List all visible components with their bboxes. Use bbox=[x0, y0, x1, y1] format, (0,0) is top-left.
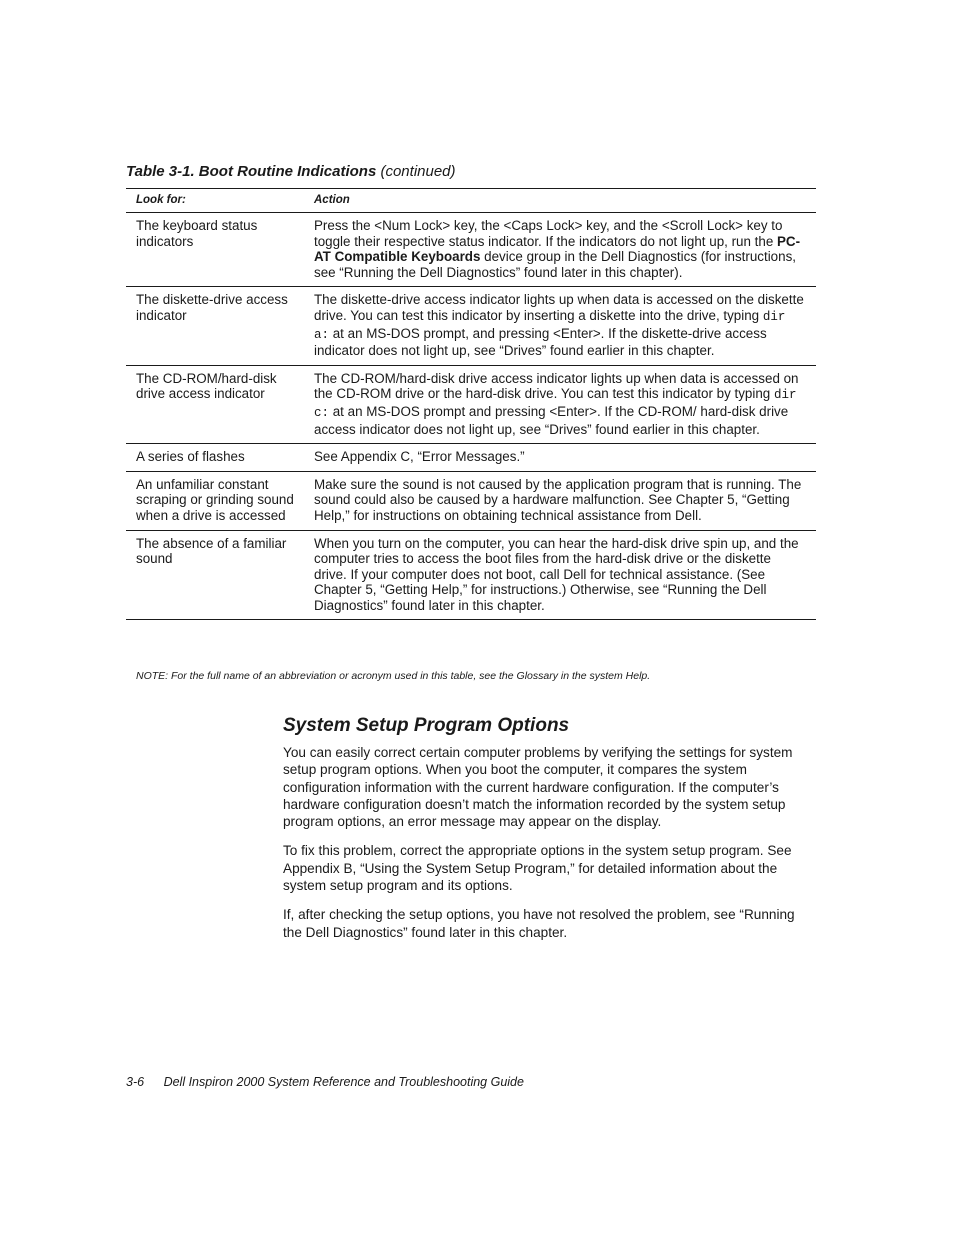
emphasis-text: PC-AT Compatible Keyboards bbox=[314, 233, 801, 265]
action-text: The diskette-drive access indicator lights up when data is accessed on the diskette drive. You can test this indicator by inserting a diskette into the drive, typing bbox=[314, 292, 804, 323]
section-heading: System Setup Program Options bbox=[283, 715, 570, 736]
table-row bbox=[126, 471, 816, 530]
table-body bbox=[126, 213, 816, 620]
action-cell bbox=[304, 287, 816, 365]
table-note: NOTE: For the full name of an abbreviation or acronym used in this table, see the Glossary in the system Help. bbox=[136, 670, 651, 682]
table-caption-title: Table 3-1. Boot Routine Indications bbox=[126, 163, 377, 180]
table-row bbox=[126, 444, 816, 472]
action-cell bbox=[304, 444, 816, 472]
look-for-cell: The CD-ROM/hard-disk drive access indicator bbox=[126, 365, 304, 443]
action-text: When you turn on the computer, you can hear the hard-disk drive spin up, and the computer tries to access the boot files from the hard-disk drive or the diskette drive. If your computer does not boot, call Dell for technical assistance. (See Chapter 5, “Getting Help,” for instructions.) Otherwise, see “Running the Dell Diagnostics” found later in this chapter. bbox=[314, 535, 799, 613]
section-paragraph: If, after checking the setup options, you have not resolved the problem, see “Running the Dell Diagnostics” found later in this chapter. bbox=[283, 907, 795, 940]
footer-title: Dell Inspiron 2000 System Reference and Troubleshooting Guide bbox=[163, 1075, 524, 1089]
section-paragraph: To fix this problem, correct the appropriate options in the system setup program. See Appendix B, “Using the System Setup Program,” for detailed information about the system setup program and its options. bbox=[283, 843, 792, 894]
look-for-cell: The diskette-drive access indicator bbox=[126, 287, 304, 365]
table-row bbox=[126, 530, 816, 620]
page-number: 3-6 bbox=[126, 1075, 145, 1089]
action-text: at an MS-DOS prompt and pressing <Enter>. If the CD-ROM/ hard-disk drive access indicator does not light up, see “Drives” found earlier in this chapter. bbox=[314, 403, 789, 437]
table-row bbox=[126, 213, 816, 287]
action-cell bbox=[304, 530, 816, 620]
action-cell bbox=[304, 213, 816, 287]
look-for-cell: The keyboard status indicators bbox=[126, 213, 304, 287]
header-action: Action bbox=[304, 189, 816, 213]
look-for-cell: A series of flashes bbox=[126, 444, 304, 472]
table-row bbox=[126, 287, 816, 365]
system-setup-section bbox=[283, 715, 815, 953]
action-text: Press the <Num Lock> key, the <Caps Lock> key, and the <Scroll Lock> key to toggle their respective status indicator. If the indicators do not light up, run the bbox=[314, 218, 783, 249]
action-cell bbox=[304, 365, 816, 443]
action-text: The CD-ROM/hard-disk drive access indicator lights up when data is accessed on the CD-ROM drive or the hard-disk drive. You can test this indicator by typing bbox=[314, 370, 799, 402]
table-header-row bbox=[126, 189, 816, 213]
action-cell bbox=[304, 471, 816, 530]
table-caption-suffix: (continued) bbox=[380, 163, 456, 180]
action-text: device group in the Dell Diagnostics (for instructions, see “Running the Dell Diagnostics” found later in this chapter). bbox=[314, 249, 796, 280]
command-text: dir c: bbox=[314, 388, 797, 420]
look-for-cell: The absence of a familiar sound bbox=[126, 530, 304, 620]
action-text: at an MS-DOS prompt, and pressing <Enter>. If the diskette-drive access indicator does not light up, see “Drives” found earlier in this chapter. bbox=[314, 325, 767, 359]
action-text: See Appendix C, “Error Messages.” bbox=[314, 449, 525, 465]
table-row bbox=[126, 365, 816, 443]
action-text: Make sure the sound is not caused by the application program that is running. The sound could also be caused by a hardware malfunction. See Chapter 5, “Getting Help,” for instructions on obtaining technical assistance from Dell. bbox=[314, 476, 802, 523]
page-footer bbox=[126, 1075, 524, 1089]
section-paragraph: You can easily correct certain computer problems by verifying the settings for system setup program options. When you boot the computer, it compares the system configuration information with the current hardware configuration. If the computer’s hardware configuration doesn’t match the information recorded by the system setup program options, an error message may appear on the display. bbox=[283, 745, 793, 830]
boot-routine-table bbox=[126, 188, 816, 620]
look-for-cell: An unfamiliar constant scraping or grinding sound when a drive is accessed bbox=[126, 471, 304, 530]
header-look-for: Look for: bbox=[126, 189, 304, 213]
table-caption bbox=[126, 163, 456, 180]
command-text: dir a: bbox=[314, 309, 786, 342]
